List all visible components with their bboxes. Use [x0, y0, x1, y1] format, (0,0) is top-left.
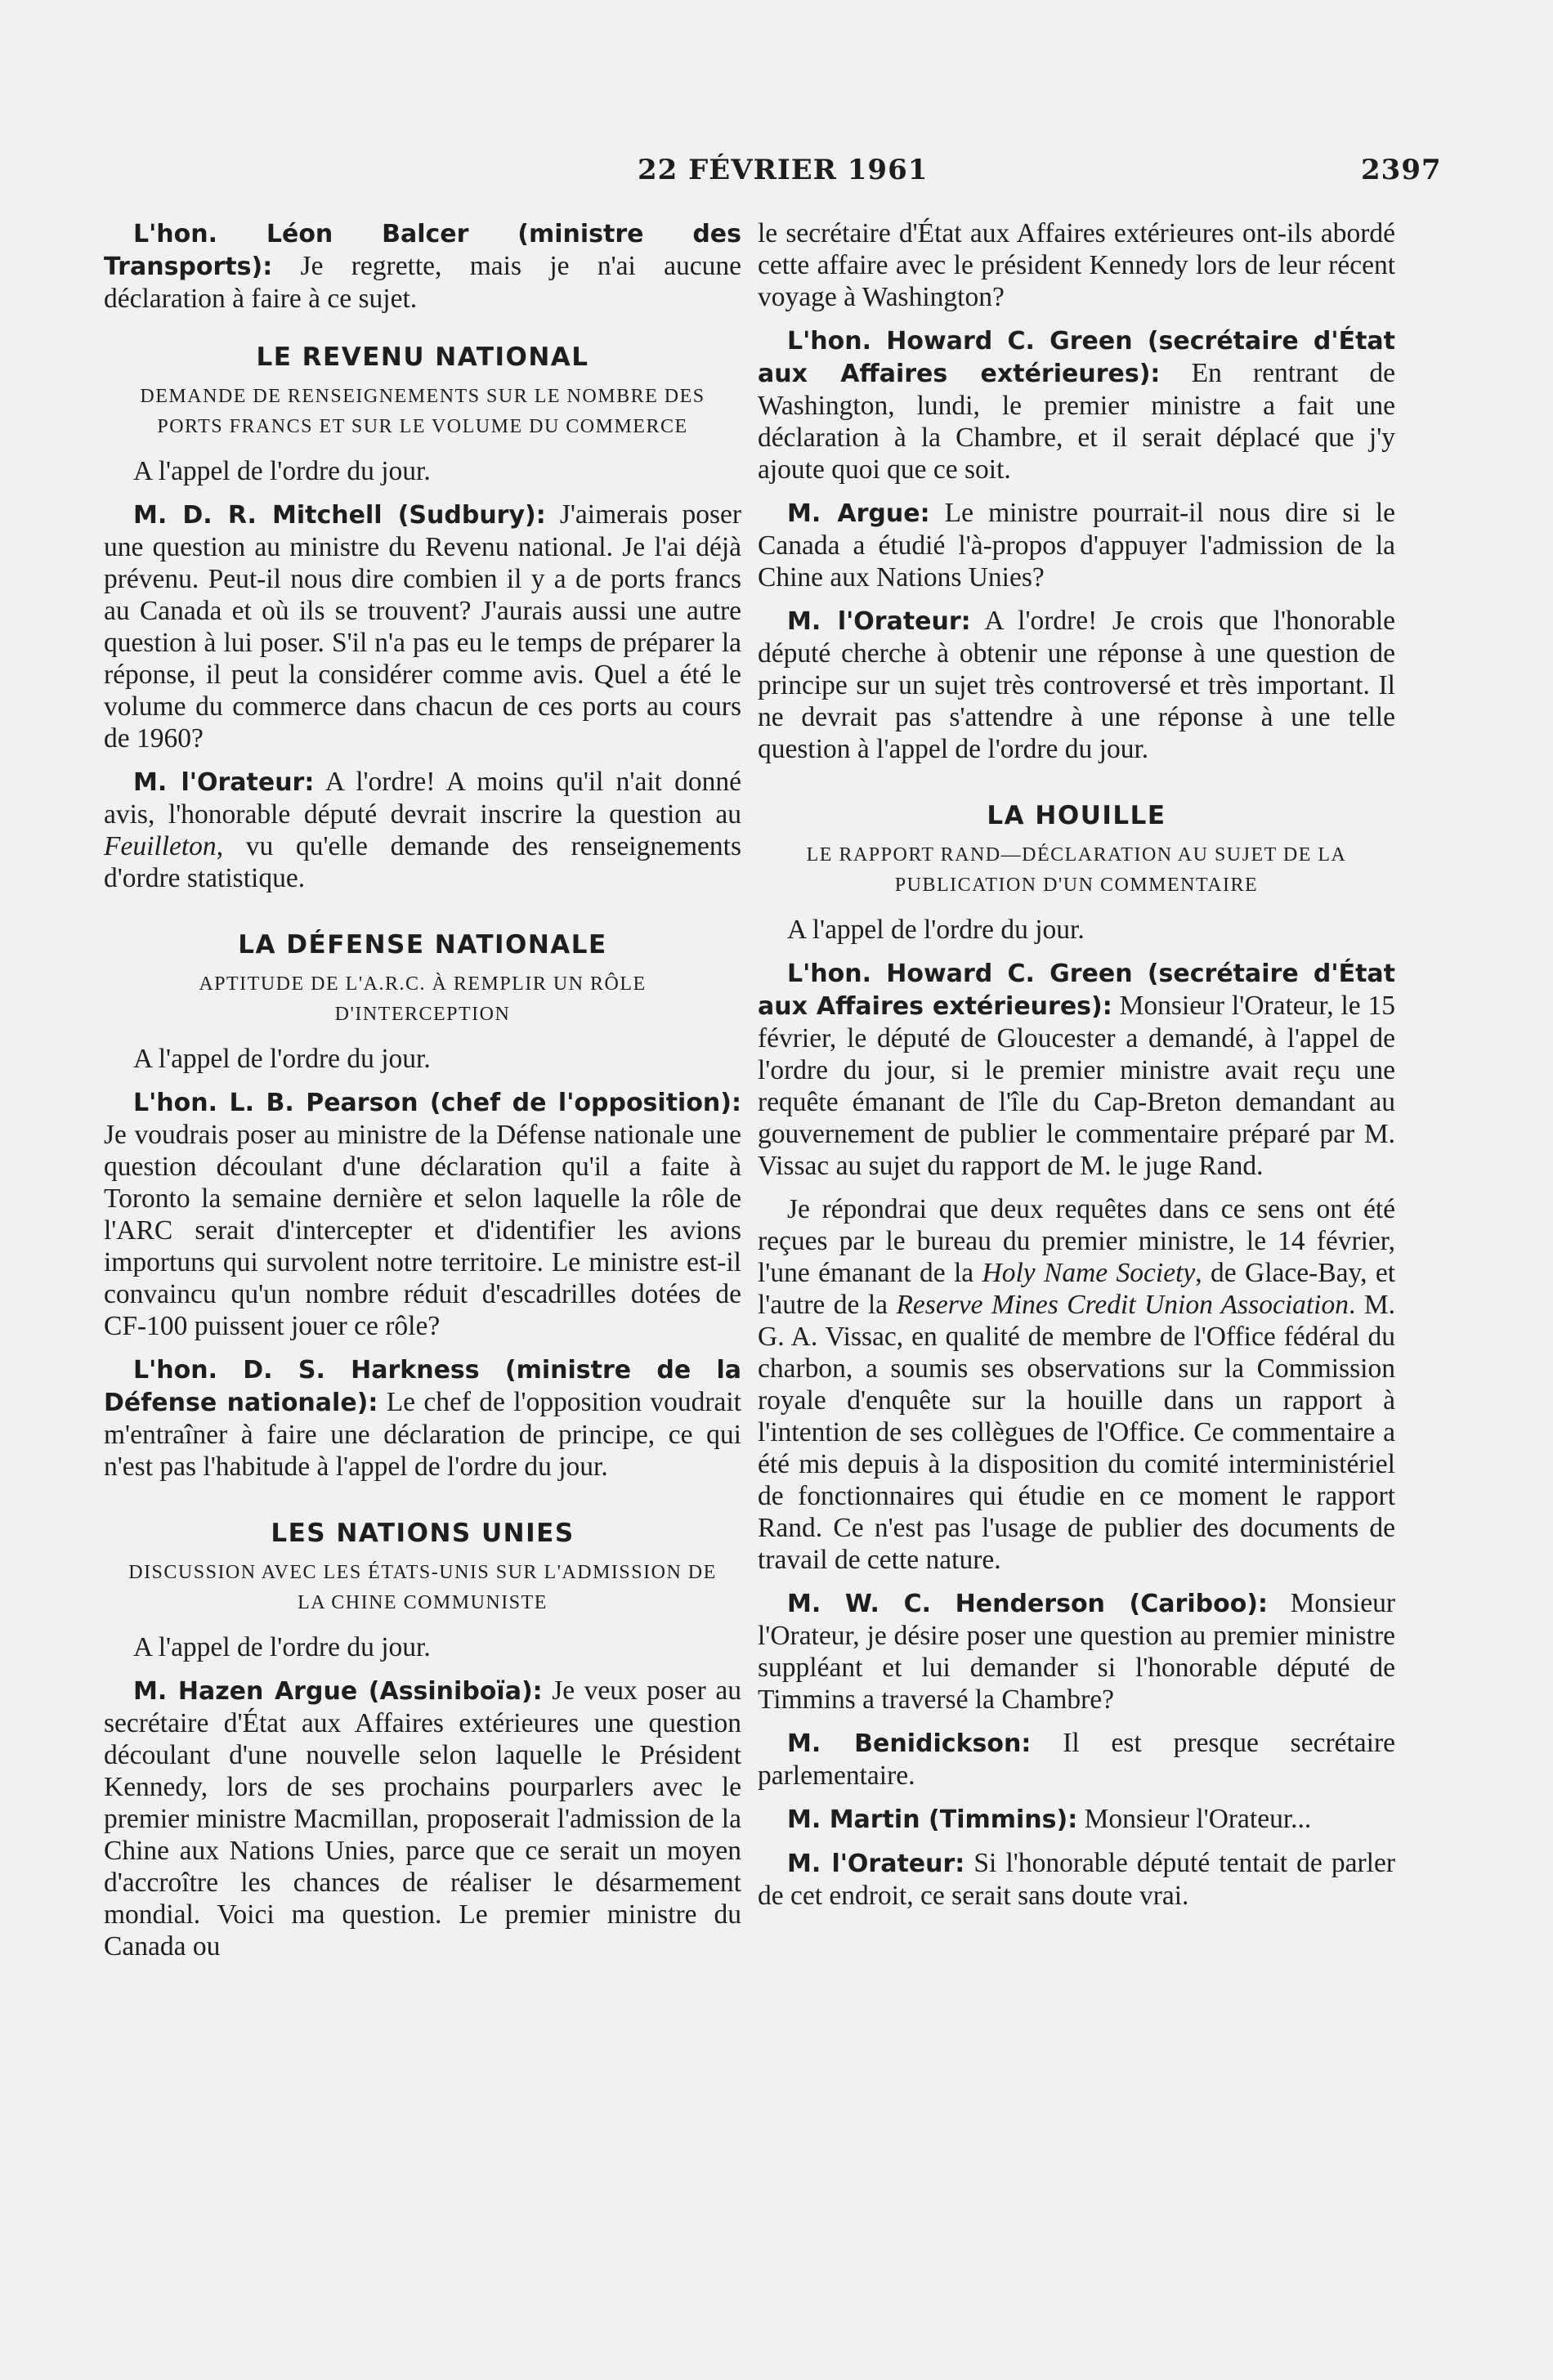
speaker-name: M. Argue:: [787, 499, 930, 528]
speaker-name: L'hon. D. S. Harkness (ministre de la Défense nationale):: [104, 1356, 741, 1417]
paragraph: [104, 217, 741, 315]
left-column: [104, 217, 741, 1974]
section-subheading: APTITUDE DE L'A.R.C. À REMPLIR UN RÔLE D'INTERCEPTION: [199, 973, 647, 1025]
paragraph: [104, 766, 741, 894]
speech-text: Je répondrai que deux requêtes dans ce sens ont été reçues par le bureau du premier ministre, le 14 février, l'une émanant de la: [758, 1194, 1395, 1288]
paragraph: le secrétaire d'État aux Affaires extérieures ont-ils abordé cette affaire avec le président Kennedy lors de leur récent voyage à Washington?: [758, 218, 1395, 312]
speaker-name: M. Martin (Timmins):: [787, 1805, 1078, 1834]
speaker-name: M. l'Orateur:: [133, 768, 315, 797]
paragraph: [758, 1587, 1395, 1716]
header-date: 22 FÉVRIER 1961: [638, 154, 929, 186]
order-of-day: A l'appel de l'ordre du jour.: [133, 456, 431, 486]
speech-text: Si l'honorable député tentait de parler de cet endroit, ce serait sans doute vrai.: [758, 1848, 1395, 1911]
paragraph: [758, 605, 1395, 765]
paragraph: [104, 1086, 741, 1342]
speech-text: Monsieur l'Orateur...: [1077, 1804, 1312, 1834]
section-heading: LA DÉFENSE NATIONALE: [238, 930, 607, 960]
speech-text: Le chef de l'opposition voudrait m'entraîner à faire une déclaration de principe, ce qui n'est pas l'habitude à l'appel de l'ordre du jour.: [104, 1387, 741, 1482]
speech-text: A l'ordre! A moins qu'il n'ait donné avis, l'honorable député devrait inscrire la question au: [104, 767, 741, 830]
speaker-name: L'hon. Léon Balcer (ministre des Transports):: [104, 220, 741, 281]
order-of-day: A l'appel de l'ordre du jour.: [133, 1044, 431, 1074]
italic-text: Holy Name Society: [982, 1258, 1196, 1288]
page-header: [0, 154, 1553, 195]
right-column: [758, 217, 1395, 1923]
paragraph: [758, 957, 1395, 1182]
speech-text: A l'ordre! Je crois que l'honorable député cherche à obtenir une réponse à une question de principe sur un sujet très controversé et très important. Il ne devrait pas s'attendre à une réponse à une telle question à l'appel de l'ordre du jour.: [758, 606, 1395, 764]
speech-text: Le ministre pourrait-il nous dire si le Canada a étudié l'à-propos d'appuyer l'admission de la Chine aux Nations Unies?: [758, 498, 1395, 593]
paragraph: [104, 1675, 741, 1962]
paragraph: [758, 1803, 1395, 1836]
speech-text: Je regrette, mais je n'ai aucune déclaration à faire à ce sujet.: [104, 251, 741, 314]
speaker-name: M. l'Orateur:: [787, 1850, 965, 1878]
speaker-name: L'hon. Howard C. Green (secrétaire d'État aux Affaires extérieures):: [758, 327, 1395, 388]
paragraph: [758, 1727, 1395, 1792]
section-heading: LES NATIONS UNIES: [271, 1519, 575, 1548]
speech-text: Je voudrais poser au ministre de la Défense nationale une question découlant d'une déclaration qu'il a faite à Toronto la semaine dernière et selon laquelle la rôle de l'ARC serait d'intercepter et d'identifier les avions importuns qui survolent notre territoire. Le ministre est-il convaincu qu'un nombre réduit d'escadrilles dotées de CF-100 puissent jouer ce rôle?: [104, 1120, 741, 1341]
speech-text: Monsieur l'Orateur, le 15 février, le député de Gloucester a demandé, à l'appel de l'ordre du jour, si le premier ministre avait reçu une requête émanant de l'île du Cap-Breton demandant au gouvernement de publier le commentaire préparé par M. Vissac au sujet du rapport de M. le juge Rand.: [758, 991, 1395, 1181]
page-number: 2397: [1361, 154, 1442, 186]
speech-text: Il est presque secrétaire parlementaire.: [758, 1728, 1395, 1791]
speech-text: Monsieur l'Orateur, je désire poser une question au premier ministre suppléant et lui demander si l'honorable député de Timmins a traversé la Chambre?: [758, 1588, 1396, 1715]
speech-text: J'aimerais poser une question au ministre du Revenu national. Je l'ai déjà prévenu. Peut-il nous dire combien il y a de ports francs au Canada et où ils se trouvent? J'aurais aussi une autre question à lui poser. S'il n'a pas eu le temps de préparer la réponse, il peut la considérer comme avis. Quel a été le volume du commerce dans chacun de ces ports au cours de 1960?: [104, 499, 742, 754]
paragraph: [758, 324, 1395, 485]
speaker-name: L'hon. Howard C. Green (secrétaire d'État aux Affaires extérieures):: [758, 960, 1395, 1021]
section-subheading: DEMANDE DE RENSEIGNEMENTS SUR LE NOMBRE DES PORTS FRANCS ET SUR LE VOLUME DU COMMERCE: [140, 386, 705, 437]
speech-text: , vu qu'elle demande des renseignements d'ordre statistique.: [104, 831, 741, 893]
paragraph: [104, 1353, 741, 1483]
speaker-name: M. l'Orateur:: [787, 607, 971, 636]
speaker-name: M. D. R. Mitchell (Sudbury):: [133, 501, 546, 530]
speaker-name: L'hon. L. B. Pearson (chef de l'opposition):: [133, 1089, 741, 1117]
speaker-name: M. W. C. Henderson (Cariboo):: [787, 1590, 1269, 1618]
paragraph: [758, 1193, 1395, 1576]
section-subheading: LE RAPPORT RAND—DÉCLARATION AU SUJET DE LA PUBLICATION D'UN COMMENTAIRE: [806, 844, 1347, 896]
speech-text: Je veux poser au secrétaire d'État aux Affaires extérieures une question découlant d'une nouvelle selon laquelle le Président Kennedy, lors de ses prochains pourparlers avec le premier ministre Macmillan, proposerait l'admission de la Chine aux Nations Unies, parce que ce serait un moyen d'accroître les chances de réaliser le désarmement mondial. Voici ma question. Le premier ministre du Canada ou: [104, 1675, 741, 1962]
italic-text: Feuilleton: [104, 831, 217, 861]
order-of-day: A l'appel de l'ordre du jour.: [787, 915, 1085, 945]
section-heading: LA HOUILLE: [987, 801, 1166, 830]
order-of-day: A l'appel de l'ordre du jour.: [133, 1632, 431, 1662]
speaker-name: M. Benidickson:: [787, 1729, 1032, 1758]
speech-text: . M. G. A. Vissac, en qualité de membre de l'Office fédéral du charbon, a soumis ses observations sur la Commission royale d'enquête sur la houille dans un rapport à l'intention de ses collègues de l'Office. Ce commentaire a été mis depuis à la disposition du comité interministériel de fonctionnaires qui étudie en ce moment le rapport Rand. Ce n'est pas l'usage de publier des documents de travail de cette nature.: [758, 1290, 1395, 1575]
speech-text: En rentrant de Washington, lundi, le premier ministre a fait une déclaration à la Chambre, et il serait déplacé que j'y ajoute quoi que ce soit.: [758, 358, 1395, 485]
section-subheading: DISCUSSION AVEC LES ÉTATS-UNIS SUR L'ADMISSION DE LA CHINE COMMUNISTE: [128, 1562, 717, 1613]
section-heading: LE REVENU NATIONAL: [256, 342, 589, 372]
italic-text: Reserve Mines Credit Union Association: [896, 1290, 1349, 1320]
paragraph: [104, 499, 741, 754]
speech-text: , de Glace-Bay, et l'autre de la: [758, 1258, 1395, 1320]
speaker-name: M. Hazen Argue (Assiniboïa):: [133, 1677, 543, 1706]
paragraph: [758, 497, 1395, 593]
paragraph: [758, 1847, 1395, 1912]
